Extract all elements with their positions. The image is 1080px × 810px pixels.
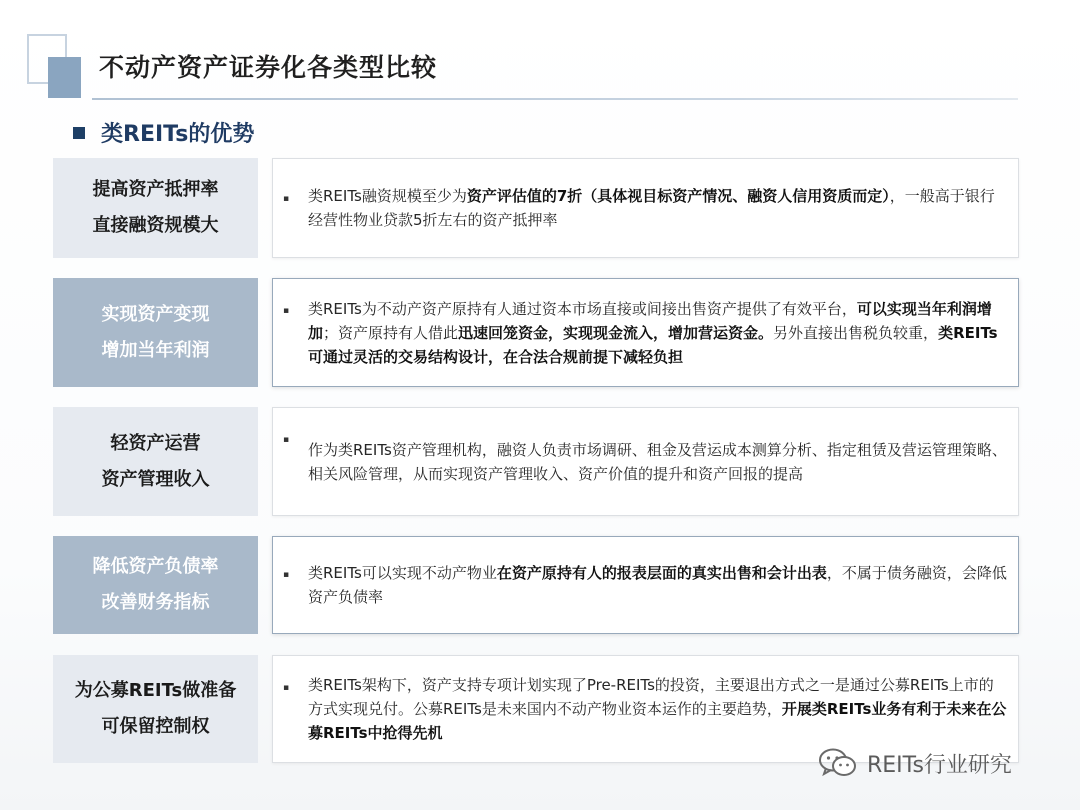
text-segment-emphasis: 迅速回笼资金，实现现金流入，增加营运资金。 — [458, 323, 774, 342]
comparison-row-4 — [53, 536, 1019, 634]
bullet-icon: ▪ — [283, 306, 290, 316]
bullet-icon: ▪ — [283, 194, 290, 204]
row-description — [308, 673, 1008, 745]
row-label-line-2: 可保留控制权 — [101, 716, 210, 737]
text-segment: 作为类REITs资产管理机构，融资人负责市场调研、租金及营运成本测算分析、指定租赁及营运管理策略、相关风险管理，从而实现资产管理收入、资产价值的提升和资产回报的提高 — [308, 440, 1007, 483]
row-label — [53, 536, 258, 634]
title-deco-filled-square — [48, 57, 81, 98]
row-label-line-1: 实现资产变现 — [101, 303, 210, 325]
row-description — [308, 561, 1008, 609]
comparison-row-3 — [53, 407, 1019, 516]
section-square-icon — [73, 127, 85, 139]
row-content-box — [272, 278, 1019, 387]
text-segment-emphasis: 资产评估值的7折（具体视目标资产情况、融资人信用资质而定） — [466, 187, 890, 205]
row-description — [308, 184, 1008, 232]
row-label-line-2: 直接融资规模大 — [92, 215, 219, 236]
text-segment: ，不属于债务融资，会降低资产负债率 — [308, 564, 1007, 606]
page-title: 不动产资产证券化各类型比较 — [99, 53, 438, 82]
text-segment: 另外直接出售税负较重， — [773, 323, 939, 342]
row-content-box — [272, 407, 1019, 516]
wechat-icon — [817, 746, 859, 780]
watermark — [817, 746, 1012, 780]
row-label — [53, 278, 258, 387]
text-segment: 类REITs架构下，资产支持专项计划实现了Pre-REITs的投资，主要退出方式之一是通过公募REITs上市的方式实现兑付。公募REITs是未来国内不动产物业资本运作的主要趋势， — [308, 676, 994, 718]
row-label — [53, 158, 258, 258]
row-label-line-2: 资产管理收入 — [101, 468, 210, 490]
row-label-line-1: 轻资产运营 — [110, 432, 201, 454]
title-divider — [92, 98, 1018, 100]
text-segment-emphasis: 可以实现当年利润增加 — [308, 299, 992, 342]
text-segment: ；资产原持有人借此 — [323, 323, 459, 342]
text-segment: 类REITs为不动产资产原持有人通过资本市场直接或间接出售资产提供了有效平台， — [308, 299, 857, 318]
text-segment-emphasis: 在资产原持有人的报表层面的真实出售和会计出表 — [496, 564, 827, 582]
row-label-line-2: 增加当年利润 — [101, 339, 210, 361]
bullet-icon: ▪ — [283, 435, 290, 445]
watermark-text: REITs行业研究 — [867, 752, 1012, 778]
text-segment-emphasis: 类REITs可通过灵活的交易结构设计，在合法合规前提下减轻负担 — [308, 323, 998, 366]
row-label — [53, 407, 258, 516]
row-description — [308, 438, 1008, 486]
row-content-box — [272, 158, 1019, 258]
bullet-icon: ▪ — [283, 570, 290, 580]
row-label — [53, 655, 258, 763]
row-label-line-1: 为公募REITs做准备 — [74, 680, 237, 701]
text-segment: 类REITs可以实现不动产物业 — [308, 564, 497, 582]
row-content-box — [272, 536, 1019, 634]
text-segment: ，一般高于银行经营性物业贷款5折左右的资产抵押率 — [308, 187, 995, 229]
text-segment: 类REITs融资规模至少为 — [308, 187, 467, 205]
text-segment-emphasis: 开展类REITs业务有利于未来在公募REITs中抢得先机 — [308, 700, 1007, 742]
bullet-icon: ▪ — [283, 683, 290, 693]
section-heading: 类REITs的优势 — [101, 122, 255, 147]
comparison-row-2 — [53, 278, 1019, 387]
row-label-line-1: 提高资产抵押率 — [92, 179, 219, 200]
row-description — [308, 297, 1008, 369]
row-label-line-2: 改善财务指标 — [101, 592, 210, 613]
row-label-line-1: 降低资产负债率 — [92, 556, 219, 577]
comparison-row-1 — [53, 158, 1019, 258]
